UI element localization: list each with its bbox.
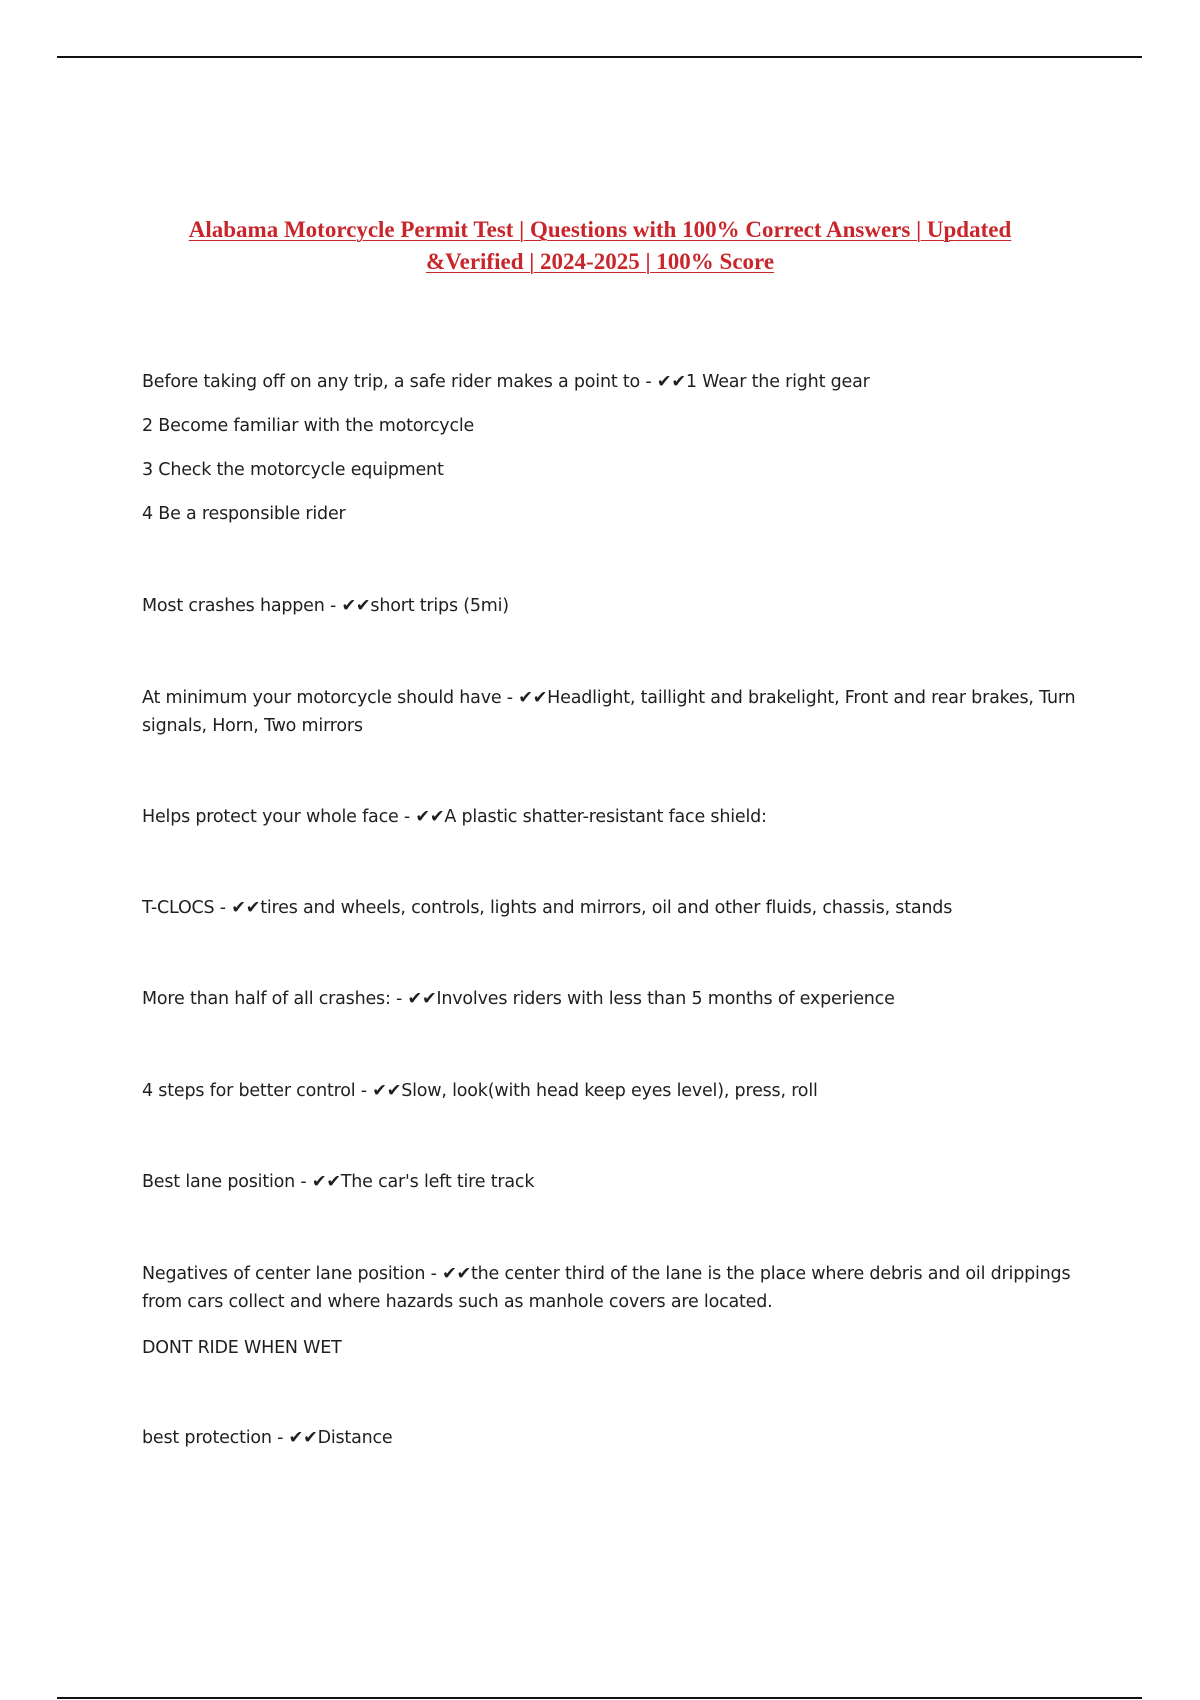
qa-item: More than half of all crashes: - ✔✔Involves riders with less than 5 months of experience (142, 989, 895, 1009)
qa-item: Most crashes happen - ✔✔short trips (5mi) (142, 596, 509, 616)
qa-item: Negatives of center lane position - ✔✔the center third of the lane is the place where debris and oil drippings from cars collect and where hazards such as manhole covers are located. (142, 1264, 1071, 1312)
qa-item: Helps protect your whole face - ✔✔A plastic shatter-resistant face shield: (142, 807, 767, 827)
qa-item: 4 steps for better control - ✔✔Slow, look(with head keep eyes level), press, roll (142, 1081, 818, 1101)
qa-item: 2 Become familiar with the motorcycle (142, 416, 475, 436)
bottom-rule (57, 1697, 1142, 1699)
qa-item: At minimum your motorcycle should have - ✔✔Headlight, taillight and brakelight, Front and rear brakes, Turn signals, Horn, Two mirrors (142, 688, 1076, 736)
qa-item: 4 Be a responsible rider (142, 504, 346, 524)
document-title (120, 214, 1080, 278)
qa-item: DONT RIDE WHEN WET (142, 1338, 342, 1358)
qa-item: Before taking off on any trip, a safe rider makes a point to - ✔✔1 Wear the right gear (142, 372, 870, 392)
qa-item: T-CLOCS - ✔✔tires and wheels, controls, lights and mirrors, oil and other fluids, chassis, stands (142, 898, 953, 918)
top-rule (57, 56, 1142, 58)
qa-item: best protection - ✔✔Distance (142, 1428, 393, 1448)
qa-item: Best lane position - ✔✔The car's left tire track (142, 1172, 535, 1192)
title-line-1: Alabama Motorcycle Permit Test | Questions with 100% Correct Answers | Updated (188, 217, 1012, 242)
title-line-2: &Verified | 2024-2025 | 100% Score (425, 249, 775, 274)
qa-item: 3 Check the motorcycle equipment (142, 460, 444, 480)
